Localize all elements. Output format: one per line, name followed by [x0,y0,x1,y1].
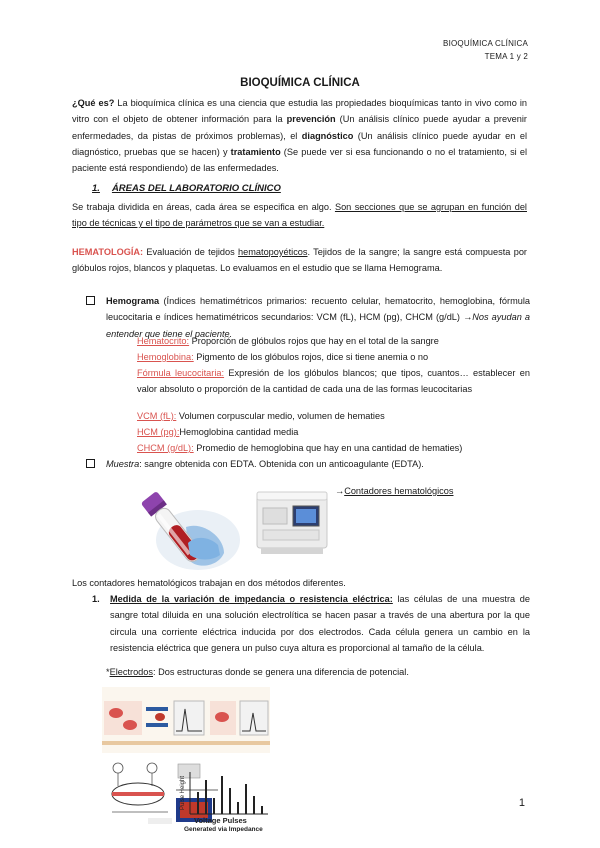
hematologia-label: HEMATOLOGÍA: [72,247,144,257]
contadores-caption [335,486,453,496]
contadores-intro: Los contadores hematológicos trabajan en dos métodos diferentes. [72,578,346,588]
param-term: VCM (fL): [137,411,177,421]
hematology-analyzer-photo [253,488,333,558]
areas-paragraph [72,199,527,232]
hemograma-label: Hemograma [106,296,160,306]
checkbox-bullet-icon [86,459,95,468]
param-desc: Hemoglobina cantidad media [179,427,299,437]
method-number: 1. [92,594,100,604]
areas-text: Se trabaja dividida en áreas, cada área se especifica en algo. [72,202,335,212]
section-title: ÁREAS DEL LABORATORIO CLÍNICO [111,183,281,194]
param-desc: Proporción de glóbulos rojos que hay en el total de la sangre [189,336,439,346]
param-vcm [137,408,530,424]
intro-text-4: (Se puede ver si esa funcionando o no el tratamiento, si el paciente está respondiendo) de las enfermedades. [72,146,527,174]
param-hematocrito [137,333,530,349]
arrow-icon: → [463,312,473,323]
electrodos-note [106,667,409,677]
param-hcm [137,424,530,440]
intro-treatment: tratamiento [230,146,281,157]
method-1 [92,591,530,656]
intro-question: ¿Qué es? [72,98,115,108]
blood-tube-photo [128,485,243,575]
param-desc: Volumen corpuscular medio, volumen de hematies [176,411,385,421]
param-term: HCM (pg): [137,427,180,437]
param-hemoglobina [137,349,530,365]
header-unit: TEMA 1 y 2 [484,52,528,61]
intro-text-3: (Un análisis clínico puede ayudar en el diagnóstico, pruebas que se hacen) y [72,130,527,157]
document-title: BIOQUÍMICA CLÍNICA [240,77,360,89]
intro-prevention: prevención [286,114,336,125]
muestra-bullet [86,456,530,472]
intro-text-2: (Un análisis clínico puede ayudar a prevenir enfermedades, da pistas de próximos problemas), el [72,114,527,141]
intro-paragraph [72,95,527,176]
param-term: Fórmula leucocitaria: [137,368,225,378]
param-term: CHCM (g/dL): [137,443,194,453]
asterisk: * [106,667,110,677]
header-subject: BIOQUÍMICA CLÍNICA [443,39,528,48]
page-number: 1 [518,797,525,809]
hema-text-1: Evaluación de tejidos [143,247,239,257]
electrodos-term: Electrodos [109,667,153,677]
muestra-text: : sangre obtenida con EDTA. Obtenida con un anticoagulante (EDTA). [139,459,424,469]
checkbox-bullet-icon [86,296,95,305]
method-title: Medida de la variación de impedancia o resistencia eléctrica: [110,594,393,604]
param-chcm [137,440,530,456]
voltage-pulses-chart [172,768,272,832]
arrow-icon: → [335,486,345,496]
param-desc: Pigmento de los glóbulos rojos, dice si tiene anemia o no [193,352,429,362]
param-desc: Expresión de los glóbulos blancos; que tipos, cuantos… establecer en valor absoluto o proporción de la cantidad de cada una de las formas leucocitarias [137,368,530,394]
muestra-label: Muestra [106,459,140,469]
section-number: 1. [92,183,100,194]
param-formula-leucocitaria [137,365,530,397]
page-header [443,37,528,63]
hemograma-text: (Índices hematimétricos primarios: recuento celular, hematocrito, hemoglobina, fórmula leucocitaria e índices hematimétricos secundarios: VCM (fL), HCM (pg), CHCM (g/dL) [106,296,530,323]
impedance-label: Generated via Impedance [184,826,263,832]
hema-underlined: hematopoyéticos [238,247,308,257]
intro-diagnosis: diagnóstico [301,130,354,141]
voltage-pulses-label: Voltage Pulses [194,816,247,825]
intro-text-1: La bioquímica clínica es una ciencia que estudia las propiedades bioquímicas tanto in vivo como in vitro con el objeto de obtener información para la [72,98,527,125]
method-text: las células de una muestra de sangre total diluida en una solución electrolítica se hacen pasar a través de una abertura por la que circula una corriente eléctrica inducida por dos electrodos. Cada célula genera un cambio en la resistencia eléctrica que genera un pulso cuya altura es proporcional al tamaño de la célula. [110,594,530,653]
hemograma-note: Nos ayudan a entender que tiene el paciente. [106,312,530,339]
electrodos-desc: : Dos estructuras donde se genera una diferencia de potencial. [153,667,409,677]
param-desc: Promedio de hemoglobina que hay en una cantidad de hematies) [193,443,463,453]
hematologia-paragraph [72,244,527,277]
hema-text-2: . Tejidos de la sangre; la sangre está compuesta por glóbulos rojos, blancos y plaquetas. Lo evaluamos en el estudio que se llama Hemograma. [72,247,527,274]
areas-underlined: Son secciones que se agrupan en función del tipo de técnicas y el tipo de parámetros que se van a estudiar. [72,202,527,229]
impedance-diagram-top [102,687,270,753]
param-term: Hematocrito: [137,336,190,346]
param-term: Hemoglobina: [137,352,194,362]
pulse-height-label: Pulse Height [180,775,186,810]
section-heading [92,183,281,194]
contadores-caption-text: Contadores hematológicos [344,486,454,496]
